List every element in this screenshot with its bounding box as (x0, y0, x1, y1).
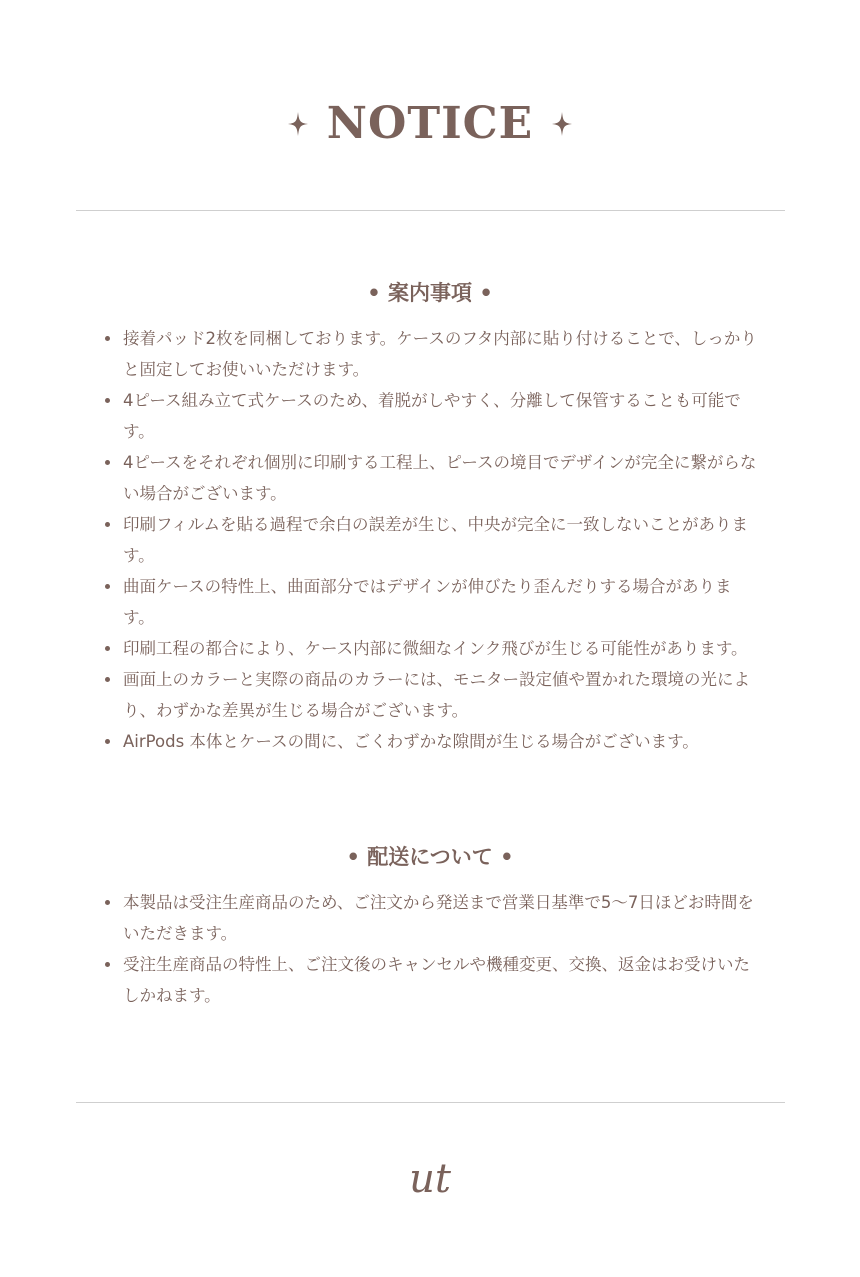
page-title: NOTICE (326, 98, 534, 149)
list-item: 受注生産商品の特性上、ご注文後のキャンセルや機種変更、交換、返金はお受けいたしかねます。 (105, 949, 760, 1011)
shipping-heading-text: 配送について (367, 845, 493, 869)
shipping-list (105, 887, 760, 1011)
shipping-heading (0, 842, 860, 872)
sparkle-icon (551, 111, 573, 137)
top-divider (76, 210, 785, 211)
brand-logo-text: ut (409, 1156, 451, 1202)
list-item: 画面上のカラーと実際の商品のカラーには、モニター設定値や置かれた環境の光により、わずかな差異が生じる場合がございます。 (105, 664, 760, 726)
heading-bullet: • (346, 845, 360, 869)
guidance-heading-text: 案内事項 (388, 281, 472, 305)
list-item: 印刷工程の都合により、ケース内部に微細なインク飛びが生じる可能性があります。 (105, 633, 760, 664)
brand-logo-icon (380, 1152, 480, 1202)
list-item: AirPods 本体とケースの間に、ごくわずかな隙間が生じる場合がございます。 (105, 726, 760, 757)
list-item: 本製品は受注生産商品のため、ご注文から発送まで営業日基準で5〜7日ほどお時間をいただきます。 (105, 887, 760, 949)
list-item: 接着パッド2枚を同梱しております。ケースのフタ内部に貼り付けることで、しっかりと固定してお使いいただけます。 (105, 323, 760, 385)
list-item: 印刷フィルムを貼る過程で余白の誤差が生じ、中央が完全に一致しないことがあります。 (105, 509, 760, 571)
bottom-divider (76, 1102, 785, 1103)
list-item: 4ピース組み立て式ケースのため、着脱がしやすく、分離して保管することも可能です。 (105, 385, 760, 447)
list-item: 曲面ケースの特性上、曲面部分ではデザインが伸びたり歪んだりする場合があります。 (105, 571, 760, 633)
heading-bullet: • (367, 281, 381, 305)
heading-bullet: • (479, 281, 493, 305)
guidance-list (105, 323, 760, 757)
heading-bullet: • (500, 845, 514, 869)
sparkle-icon (287, 111, 309, 137)
page-title-row (0, 98, 860, 150)
list-item: 4ピースをそれぞれ個別に印刷する工程上、ピースの境目でデザインが完全に繋がらない場合がございます。 (105, 447, 760, 509)
guidance-heading (0, 278, 860, 308)
